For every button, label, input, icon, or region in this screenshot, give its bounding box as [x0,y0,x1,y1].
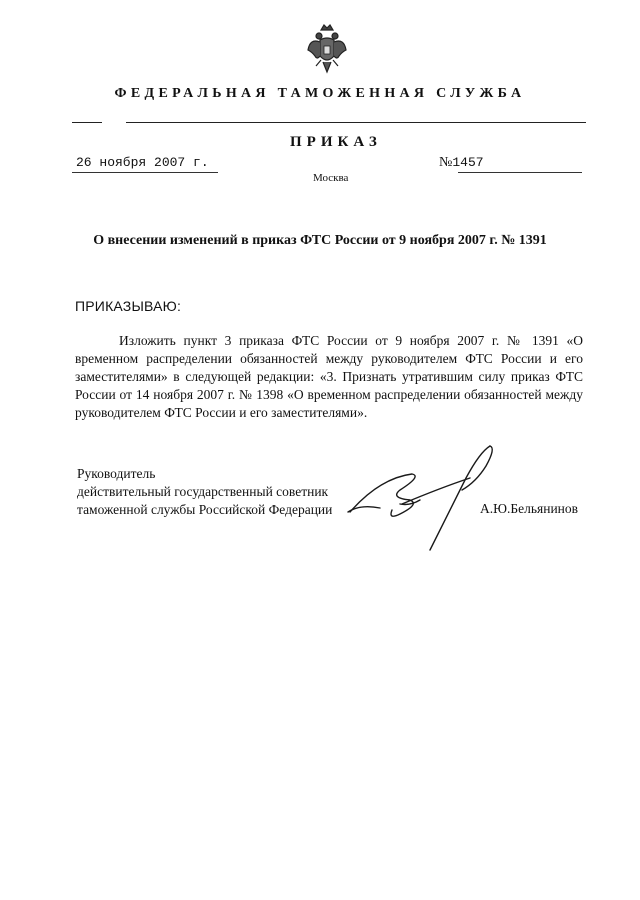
coat-of-arms-icon [306,22,348,80]
signatory-rank-line1: действительный государственный советник [77,484,329,499]
number-value: 1457 [452,155,484,170]
header-divider-right [126,122,586,123]
header-divider-left [72,122,102,123]
directive-heading: ПРИКАЗЫВАЮ: [75,298,182,314]
order-paragraph: Изложить пункт 3 приказа ФТС России от 9 ноября 2007 г. № 1391 «О временном распределении обязанностей между руководителем ФТС России и его заместителями» в следующей редакции: «3. Признать утратившим силу приказ ФТС России от 14 ноября 2007 г. № 1398 «О временном распределении обязанностей между руководителем ФТС России и его заместителями». [75,333,583,420]
agency-name: ФЕДЕРАЛЬНАЯ ТАМОЖЕННАЯ СЛУЖБА [114,86,526,101]
signatory-name: А.Ю.Бельянинов [480,501,579,516]
number-underline [458,172,582,173]
document-title: ПРИКАЗ [290,134,382,150]
signatory-rank-line2: таможенной службы Российской Федерации [77,502,333,517]
order-subject: О внесении изменений в приказ ФТС России от 9 ноября 2007 г. № 1391 [93,233,547,248]
signatory-title [77,465,332,519]
signature-icon [340,438,510,558]
order-date: 26 ноября 2007 г. [76,155,209,170]
number-sign: № [439,155,453,170]
date-underline [72,172,218,173]
city: Москва [313,172,349,184]
order-number [439,155,484,171]
signatory-position: Руководитель [77,466,156,481]
